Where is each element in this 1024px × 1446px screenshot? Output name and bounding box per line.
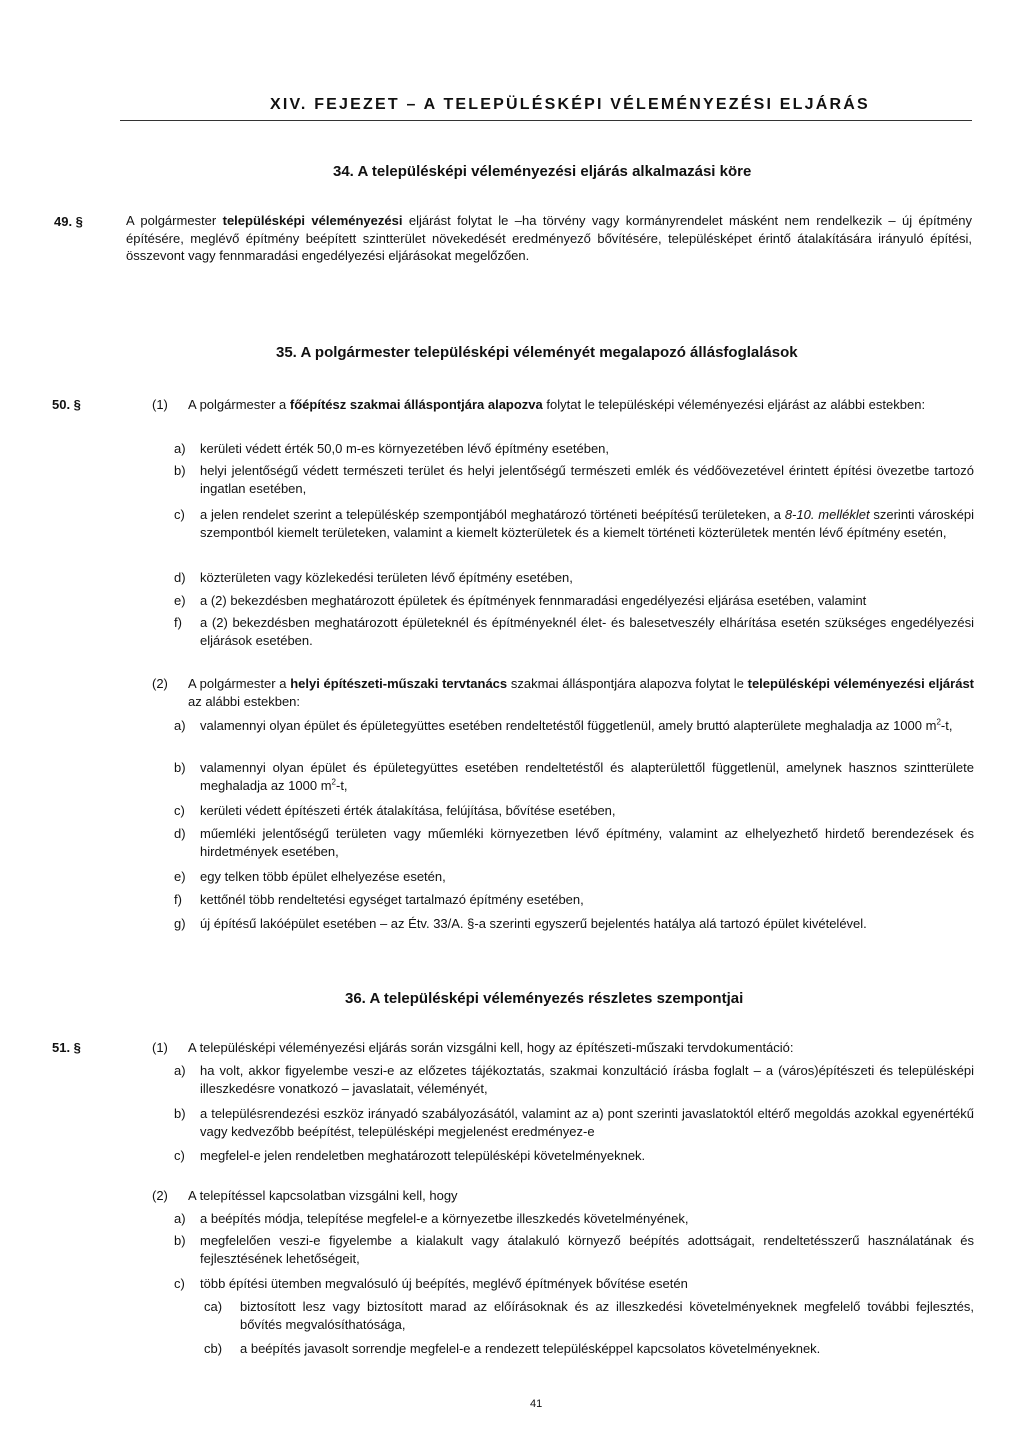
list-item: d) műemléki jelentőségű területen vagy műemléki környezetben lévő építmény, valamint az elhelyezhető hirdető berendezések és hirdetmények esetében,: [174, 826, 974, 859]
subsection-50-1-number: (1): [152, 397, 168, 412]
section-35-heading: 35. A polgármester településképi véleményét megalapozó állásfoglalások: [276, 344, 798, 361]
list-item: a) a beépítés módja, telepítése megfelel-e a környezetbe illeszkedés követelményének,: [174, 1211, 689, 1226]
subsection-51-1-number: (1): [152, 1040, 168, 1055]
list-item: a) kerületi védett érték 50,0 m-es környezetében lévő építmény esetében,: [174, 441, 610, 456]
paragraph-49-text: A polgármester településképi véleményezési eljárást folytat le –ha törvény vagy kormányrendelet másként nem rendelkezik – új építmény építésére, meglévő építmény beépített szintterület növekedését eredményező bővítésére, településképet érintő átalakítására irányuló építési, összevont vagy fennmaradási engedélyezési eljárásokat megelőzően.: [126, 213, 972, 263]
list-item: c) kerületi védett építészeti érték átalakítása, felújítása, bővítése esetében,: [174, 803, 616, 818]
list-item: g) új építésű lakóépület esetében – az Étv. 33/A. §-a szerinti egyszerű bejelentés hatálya alá tartozó épület kivételével.: [174, 916, 867, 931]
list-item: c) a jelen rendelet szerint a településkép szempontjából meghatározó történeti beépítésű területeken, a 8-10. melléklet szerinti városképi szempontból kiemelt területeken, valamint a kiemelt közterületek és a kiemelt történeti közterületek mentén lévő építmény esetén,: [174, 507, 974, 540]
subsection-50-2-text: A polgármester a helyi építészeti-műszaki tervtanács szakmai álláspontjára alapozva folytat le településképi véleményezési eljárást az alábbi estekben:: [188, 676, 975, 709]
list-item: b) a településrendezési eszköz irányadó szabályozásától, valamint az a) pont szerinti javaslatoktól eltérő megoldás azokkal egyenértékű vagy kedvezőbb beépítést, településképi megjelenést eredményez-e: [174, 1106, 974, 1139]
subsection-51-2-text: A telepítéssel kapcsolatban vizsgálni kell, hogy: [188, 1188, 458, 1203]
list-item: e) egy telken több épület elhelyezése esetén,: [174, 869, 446, 884]
list-subitem: ca) biztosított lesz vagy biztosított marad az előírásoknak és az illeszkedési követelményeknek megfelelő további fejlesztés, bővítés megvalósíthatósága,: [204, 1299, 974, 1332]
list-item: c) megfelel-e jelen rendeletben meghatározott településképi követelményeknek.: [174, 1148, 646, 1163]
list-item: f) kettőnél több rendeltetési egységet tartalmazó építmény esetében,: [174, 892, 584, 907]
section-34-heading: 34. A településképi véleményezési eljárás alkalmazási köre: [333, 163, 752, 180]
subsection-50-2-number: (2): [152, 676, 168, 691]
page-number: 41: [530, 1398, 543, 1410]
list-subitem: cb) a beépítés javasolt sorrendje megfelel-e a rendezett településképpel kapcsolatos követelményeknek.: [204, 1341, 821, 1356]
list-item: e) a (2) bekezdésben meghatározott épületek és építmények fennmaradási engedélyezési eljárása esetében, valamint: [174, 593, 867, 608]
subsection-51-1-text: A településképi véleményezési eljárás során vizsgálni kell, hogy az építészeti-műszaki tervdokumentáció:: [188, 1040, 794, 1055]
subsection-51-2-number: (2): [152, 1188, 168, 1203]
paragraph-50-number: 50. §: [52, 397, 81, 412]
paragraph-49-number: 49. §: [54, 214, 83, 229]
list-item: b) helyi jelentőségű védett természeti terület és helyi jelentőségű természeti emlék és védőövezetével érintett építési övezetbe tartozó ingatlan esetében,: [174, 463, 974, 496]
list-item: d) közterületen vagy közlekedési területen lévő építmény esetében,: [174, 570, 573, 585]
chapter-divider: [120, 120, 972, 121]
list-item: b) megfelelően veszi-e figyelembe a kialakult vagy átalakuló környező beépítés adottságait, rendeltetésszerű használatának és fejlesztésének lehetőségeit,: [174, 1233, 974, 1266]
paragraph-51-number: 51. §: [52, 1040, 81, 1055]
chapter-title: XIV. FEJEZET – A TELEPÜLÉSKÉPI VÉLEMÉNYEZÉSI ELJÁRÁS: [270, 96, 870, 113]
section-36-heading: 36. A településképi véleményezés részletes szempontjai: [345, 990, 744, 1007]
subsection-50-1-text: A polgármester a főépítész szakmai álláspontjára alapozva folytat le településképi véleményezési eljárást az alábbi estekben:: [188, 397, 926, 412]
list-item: b) valamennyi olyan épület és épületegyüttes esetében rendeltetéstől és alapterülettől függetlenül, amelynek hasznos szintterülete meghaladja az 1000 $m^2-t$,: [174, 760, 974, 793]
list-item: a) ha volt, akkor figyelembe veszi-e az előzetes tájékoztatás, szakmai konzultáció írásba foglalt – a (város)építészeti és településképi illeszkedésre vonatkozó – javaslatait, véleményét,: [174, 1063, 974, 1096]
list-item: c) több építési ütemben megvalósuló új beépítés, meglévő építmények bővítése esetén: [174, 1276, 688, 1291]
list-item: a) valamennyi olyan épület és épületegyüttes esetében rendeltetéstől függetlenül, amely bruttó alapterülete meghaladja az 1000 $m^2-t$,: [174, 717, 953, 733]
list-item: f) a (2) bekezdésben meghatározott épületeknél és építményeknél élet- és balesetveszély elhárítása esetén szükséges engedélyezési eljárások esetében.: [174, 615, 974, 648]
